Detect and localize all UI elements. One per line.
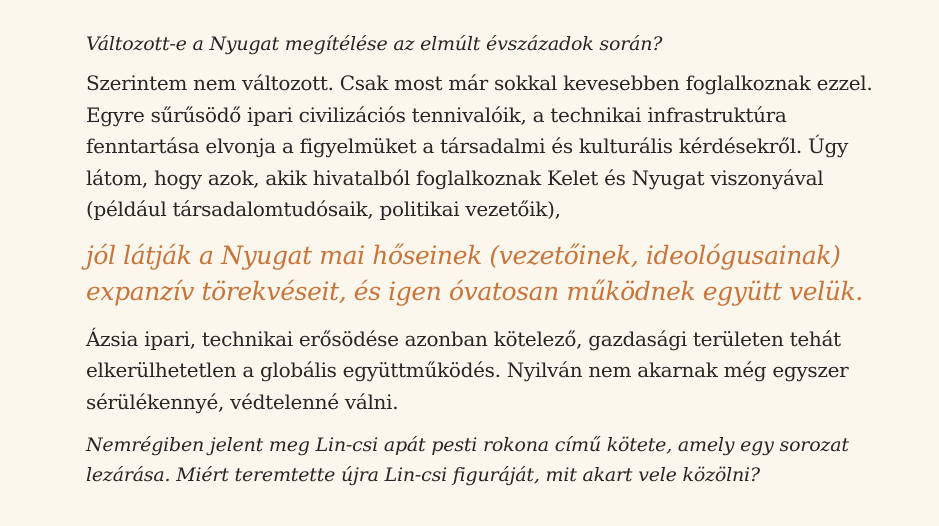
interview-answer-continued: Ázsia ipari, technikai erősödése azonban kötelező, gazdasági területen tehát elkerülhetetlen a globális együttműködés. Nyilván nem akarnak még egyszer sérülékennyé, védtelenné válni. (86, 326, 849, 414)
pull-quote: jól látják a Nyugat mai hőseinek (vezetőinek, ideológusainak) expanzív törekvéseit, és igen óvatosan működnek együtt velük. (86, 240, 863, 306)
interview-answer: Szerintem nem változott. Csak most már sokkal kevesebben foglalkoznak ezzel. Egyre sűrűsödő ipari civilizációs tennivalóik, a technikai infrastruktúra fenntartása elvonja a figyelmüket a társadalmi és kulturális kérdésekről. Úgy látom, hogy azok, akik hivatalból foglalkoznak Kelet és Nyugat viszonyával (például társadalomtudósaik, politikai vezetőik), (86, 71, 873, 221)
interview-question: Változott-e a Nyugat megítélése az elmúlt évszázadok során? (86, 33, 663, 55)
interview-question-next: Nemrégiben jelent meg Lin-csi apát pesti rokona című kötete, amely egy sorozat lezárása. Miért teremtette újra Lin-csi figuráját, mit akart vele közölni? (86, 434, 849, 486)
